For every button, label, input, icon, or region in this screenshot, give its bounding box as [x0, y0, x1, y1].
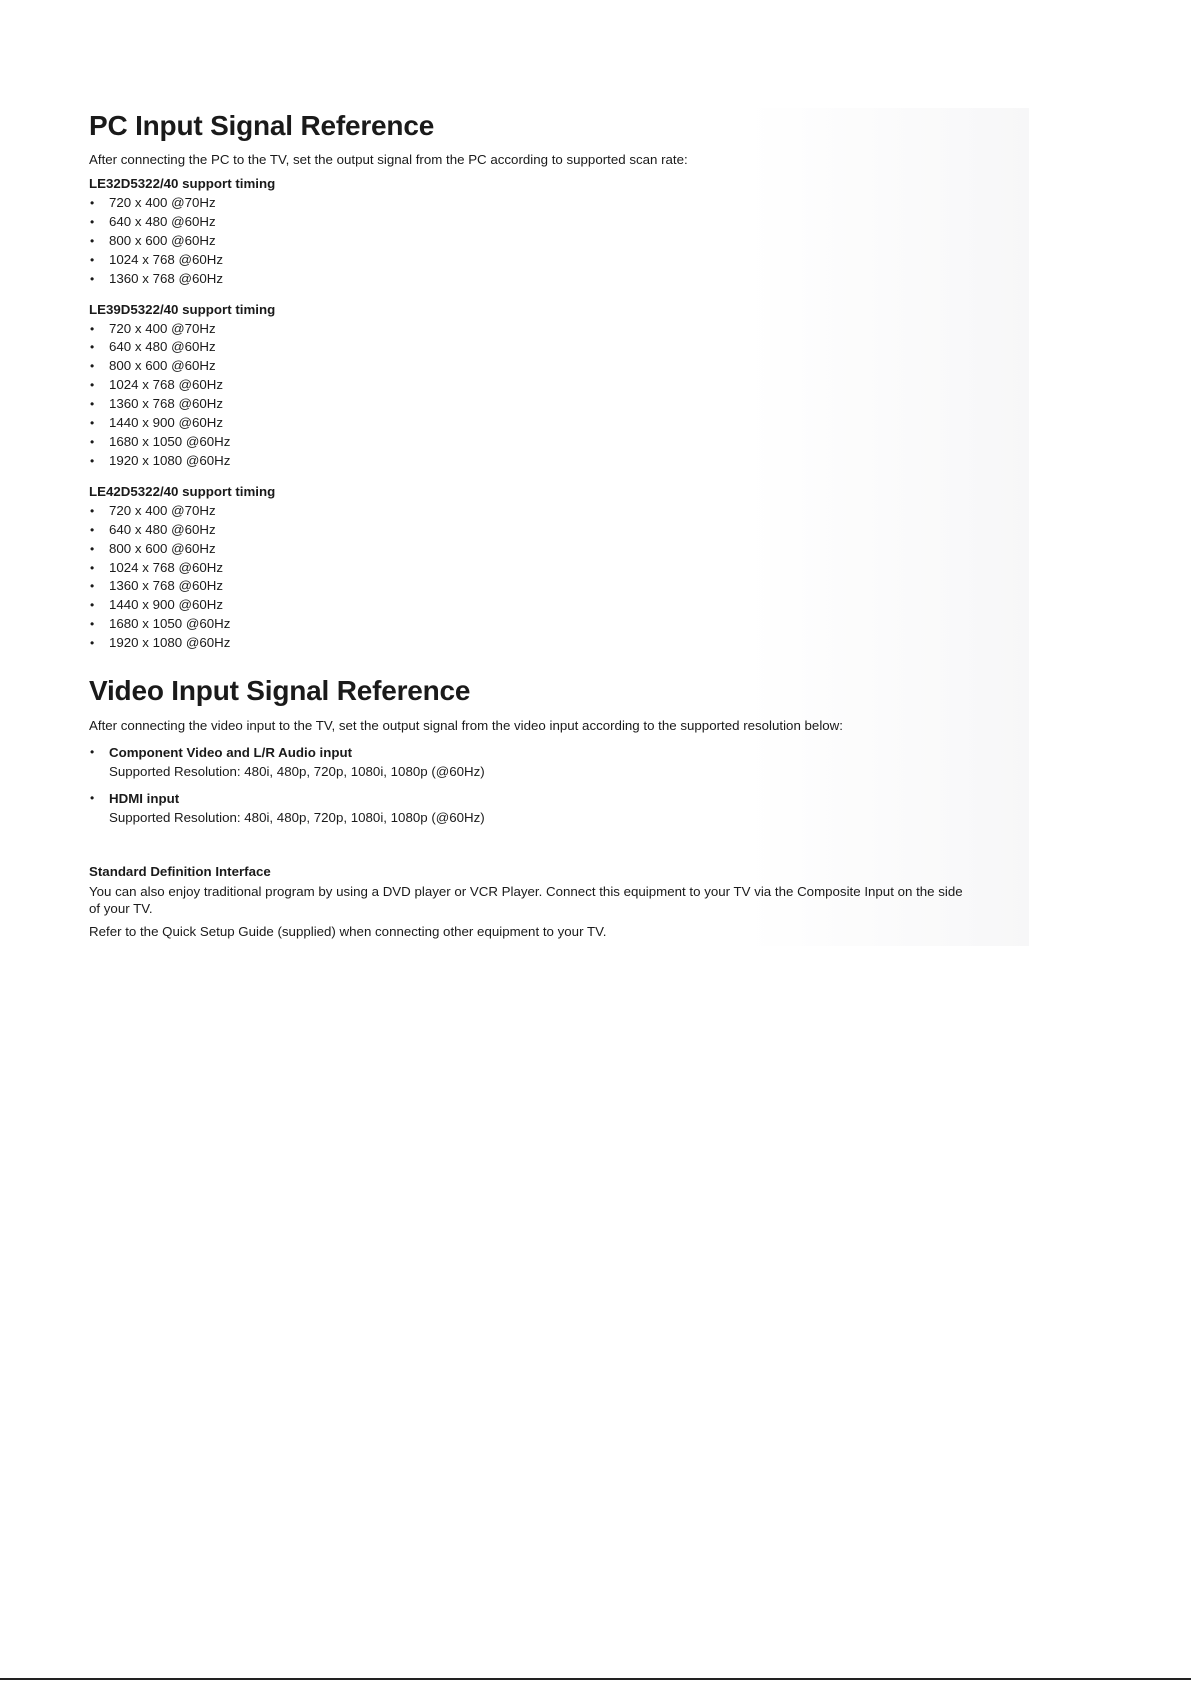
- bullet-icon: •: [90, 233, 95, 248]
- bullet-icon: •: [90, 560, 95, 575]
- timing-value: 1360 x 768 @60Hz: [109, 396, 224, 412]
- timing-item: [89, 634, 969, 653]
- bullet-icon: •: [90, 453, 95, 468]
- timing-value: 720 x 400 @70Hz: [109, 320, 216, 336]
- timing-list: [89, 320, 969, 471]
- timing-group-le32: [89, 175, 969, 289]
- timing-list: [89, 502, 969, 653]
- page-bottom-rule: [0, 1678, 1191, 1680]
- timing-item: [89, 521, 969, 540]
- timing-item: [89, 502, 969, 521]
- timing-value: 1024 x 768 @60Hz: [109, 377, 224, 393]
- bullet-icon: •: [90, 378, 95, 393]
- timing-group-le39: [89, 301, 969, 471]
- timing-value: 1440 x 900 @60Hz: [109, 597, 224, 613]
- timing-item: [89, 395, 969, 414]
- bullet-icon: •: [90, 214, 95, 229]
- timing-group-heading: LE39D5322/40 support timing: [89, 301, 276, 317]
- bullet-icon: •: [90, 434, 95, 449]
- sdi-heading: Standard Definition Interface: [89, 864, 271, 880]
- video-input-label: Component Video and L/R Audio input: [109, 745, 353, 761]
- timing-value: 720 x 400 @70Hz: [109, 502, 216, 518]
- timing-value: 1360 x 768 @60Hz: [109, 270, 224, 286]
- sdi-text: You can also enjoy traditional program by using a DVD player or VCR Player. Connect this equipment to your TV via the Composite Input on the side of your TV.: [89, 884, 963, 917]
- timing-item: [89, 577, 969, 596]
- timing-item: [89, 540, 969, 559]
- video-section-title: Video Input Signal Reference: [89, 675, 471, 707]
- bullet-icon: •: [90, 252, 95, 267]
- bullet-icon: •: [90, 579, 95, 594]
- bullet-icon: •: [90, 397, 95, 412]
- timing-list: [89, 194, 969, 289]
- bullet-icon: •: [90, 522, 95, 537]
- bullet-icon: •: [90, 271, 95, 286]
- video-section-intro: After connecting the video input to the TV, set the output signal from the video input according to the supported resolution below:: [89, 718, 843, 734]
- timing-item: [89, 270, 969, 289]
- timing-item: [89, 338, 969, 357]
- video-input-label: HDMI input: [109, 791, 180, 807]
- timing-group-heading: LE42D5322/40 support timing: [89, 483, 276, 499]
- timing-value: 800 x 600 @60Hz: [109, 358, 216, 374]
- bullet-icon: •: [90, 321, 95, 336]
- timing-item: [89, 357, 969, 376]
- pc-section-intro: After connecting the PC to the TV, set the output signal from the PC according to supported scan rate:: [89, 152, 688, 167]
- timing-value: 640 x 480 @60Hz: [109, 339, 216, 355]
- timing-value: 1680 x 1050 @60Hz: [109, 616, 231, 632]
- timing-group-heading: LE32D5322/40 support timing: [89, 176, 276, 191]
- bullet-icon: •: [90, 745, 95, 760]
- timing-item: [89, 320, 969, 339]
- timing-item: [89, 232, 969, 251]
- timing-value: 640 x 480 @60Hz: [109, 213, 216, 229]
- document-content: [89, 108, 1029, 946]
- video-input-resolution: Supported Resolution: 480i, 480p, 720p, 1080i, 1080p (@60Hz): [109, 810, 485, 826]
- bullet-icon: •: [90, 617, 95, 632]
- sdi-refer-text: Refer to the Quick Setup Guide (supplied) when connecting other equipment to your TV.: [89, 924, 607, 940]
- timing-item: [89, 433, 969, 452]
- timing-item: [89, 596, 969, 615]
- timing-item: [89, 213, 969, 232]
- bullet-icon: •: [90, 416, 95, 431]
- timing-item: [89, 452, 969, 471]
- bullet-icon: •: [90, 636, 95, 651]
- timing-value: 640 x 480 @60Hz: [109, 521, 216, 537]
- timing-value: 1920 x 1080 @60Hz: [109, 635, 231, 651]
- timing-value: 800 x 600 @60Hz: [109, 232, 216, 248]
- bullet-icon: •: [90, 598, 95, 613]
- timing-value: 1360 x 768 @60Hz: [109, 578, 224, 594]
- bullet-icon: •: [90, 340, 95, 355]
- timing-item: [89, 414, 969, 433]
- timing-value: 1440 x 900 @60Hz: [109, 415, 224, 431]
- timing-value: 1680 x 1050 @60Hz: [109, 433, 231, 449]
- timing-item: [89, 194, 969, 213]
- timing-item: [89, 376, 969, 395]
- bullet-icon: •: [90, 503, 95, 518]
- timing-value: 1024 x 768 @60Hz: [109, 559, 224, 575]
- timing-value: 800 x 600 @60Hz: [109, 540, 216, 556]
- bullet-icon: •: [90, 359, 95, 374]
- bullet-icon: •: [90, 196, 95, 210]
- bullet-icon: •: [90, 791, 95, 806]
- pc-section-title: PC Input Signal Reference: [89, 110, 435, 141]
- timing-item: [89, 251, 969, 270]
- timing-value: 1920 x 1080 @60Hz: [109, 452, 231, 468]
- timing-value: 1024 x 768 @60Hz: [109, 251, 224, 267]
- timing-item: [89, 615, 969, 634]
- timing-group-le42: [89, 483, 969, 653]
- bullet-icon: •: [90, 541, 95, 556]
- video-input-item: [89, 789, 969, 827]
- video-input-item: [89, 743, 969, 781]
- video-input-resolution: Supported Resolution: 480i, 480p, 720p, 1080i, 1080p (@60Hz): [109, 764, 485, 780]
- timing-item: [89, 559, 969, 578]
- video-input-list: [89, 743, 969, 827]
- timing-value: 720 x 400 @70Hz: [109, 195, 216, 210]
- sdi-section: [89, 863, 969, 946]
